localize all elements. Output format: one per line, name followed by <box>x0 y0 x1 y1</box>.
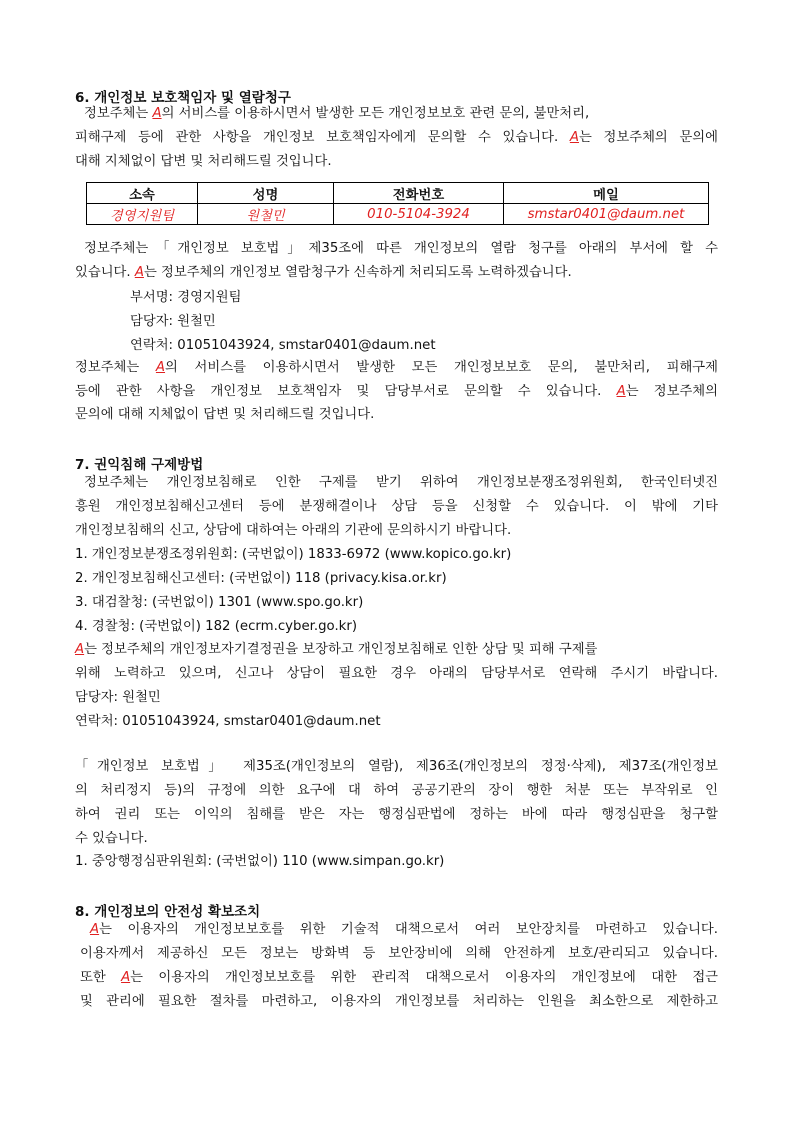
s6-paragraph-2-line-2: 있습니다. A는 정보주체의 개인정보 열람청구가 신속하게 처리되도록 노력하겠습니다. <box>75 265 572 280</box>
s6-paragraph-1-line-3: 대해 지체없이 답변 및 처리해드릴 것입니다. <box>75 154 332 169</box>
s8-line-4: 및 관리에 필요한 절차를 마련하고, 이용자의 개인정보를 처리하는 인원을 최소한으로 제한하고 <box>80 994 718 1009</box>
agency-list-item: 3. 대검찰청: (국번없이) 1301 (www.spo.go.kr) <box>75 595 364 610</box>
s6-paragraph-3-line-1: 정보주체는 A의 서비스를 이용하시면서 발생한 모든 개인정보보호 문의, 불만처리, 피해구제 <box>75 360 718 375</box>
s7-paragraph-3-line-4: 수 있습니다. <box>75 831 148 846</box>
section-8-heading: 8. 개인정보의 안전성 확보조치 <box>75 904 261 920</box>
section-6-heading: 6. 개인정보 보호책임자 및 열람청구 <box>75 90 291 106</box>
s7-paragraph-1-line-2: 흥원 개인정보침해신고센터 등에 분쟁해결이나 상담 등을 신청할 수 있습니다. 이 밖에 기타 <box>75 499 718 514</box>
appeal-list-item: 1. 중앙행정심판위원회: (국번없이) 110 (www.simpan.go.kr) <box>75 854 445 869</box>
s8-line-1: A는 이용자의 개인정보보호를 위한 기술적 대책으로서 여러 보안장치를 마련하고 있습니다. <box>90 922 718 937</box>
table-header: 소속 <box>87 183 198 204</box>
table-header: 성명 <box>198 183 334 204</box>
company-mark: A <box>569 130 579 145</box>
table-cell: 원철민 <box>198 204 334 225</box>
table-cell: 경영지원팀 <box>87 204 198 225</box>
s6-paragraph-1-line-2: 피해구제 등에 관한 사항을 개인정보 보호책임자에게 문의할 수 있습니다. A는 정보주체의 문의에 <box>75 130 718 145</box>
department-name: 부서명: 경영지원팀 <box>130 290 242 305</box>
manager-name: 담당자: 원철민 <box>130 314 216 329</box>
agency-list-item: 4. 경찰청: (국번없이) 182 (ecrm.cyber.go.kr) <box>75 619 358 634</box>
table-header: 전화번호 <box>334 183 504 204</box>
company-mark: A <box>616 384 626 399</box>
s7-paragraph-1-line-1: 정보주체는 개인정보침해로 인한 구제를 받기 위하여 개인정보분쟁조정위원회, 한국인터넷진 <box>84 475 718 490</box>
contact-info: 연락처: 01051043924, smstar0401@daum.net <box>130 338 436 353</box>
s6-paragraph-3-line-2: 등에 관한 사항을 개인정보 보호책임자 및 담당부서로 문의할 수 있습니다. A는 정보주체의 <box>75 384 718 399</box>
agency-list-item: 1. 개인정보분쟁조정위원회: (국번없이) 1833-6972 (www.kopico.go.kr) <box>75 547 512 562</box>
s6-paragraph-2-line-1: 정보주체는「개인정보 보호법」제35조에 따른 개인정보의 열람 청구를 아래의 부서에 할 수 <box>84 241 718 256</box>
s8-line-2: 이용자께서 제공하신 모든 정보는 방화벽 등 보안장비에 의해 안전하게 보호/관리되고 있습니다. <box>80 946 718 961</box>
contact-info: 연락처: 01051043924, smstar0401@daum.net <box>75 714 381 729</box>
s7-paragraph-1-line-3: 개인정보침해의 신고, 상담에 대하여는 아래의 기관에 문의하시기 바랍니다. <box>75 523 512 538</box>
privacy-officer-table <box>86 182 709 225</box>
table-cell: 010-5104-3924 <box>334 204 504 225</box>
table-cell: smstar0401@daum.net <box>504 204 709 225</box>
s7-paragraph-3-line-3: 하여 권리 또는 이익의 침해를 받은 자는 행정심판법에 정하는 바에 따라 행정심판을 청구할 <box>75 807 718 822</box>
company-mark: A <box>134 265 144 280</box>
s7-paragraph-3-line-2: 의 처리정지 등)의 규정에 의한 요구에 대 하여 공공기관의 장이 행한 처분 또는 부작위로 인 <box>75 783 718 798</box>
table-header-row <box>87 183 709 204</box>
s7-paragraph-3-line-1: 「개인정보 보호법」 제35조(개인정보의 열람), 제36조(개인정보의 정정·삭제), 제37조(개인정보 <box>75 759 718 774</box>
agency-list-item: 2. 개인정보침해신고센터: (국번없이) 118 (privacy.kisa.or.kr) <box>75 571 447 586</box>
company-mark: A <box>90 922 100 937</box>
company-mark: A <box>155 360 166 375</box>
company-mark: A <box>121 970 131 985</box>
manager-name: 담당자: 원철민 <box>75 690 161 705</box>
company-mark: A <box>152 106 162 121</box>
s7-paragraph-2-line-2: 위해 노력하고 있으며, 신고나 상담이 필요한 경우 아래의 담당부서로 연락해 주시기 바랍니다. <box>75 666 718 681</box>
s7-paragraph-2-line-1: A는 정보주체의 개인정보자기결정권을 보장하고 개인정보침해로 인한 상담 및 피해 구제를 <box>75 642 598 657</box>
table-row <box>87 204 709 225</box>
s6-paragraph-1-line-1: 정보주체는 A의 서비스를 이용하시면서 발생한 모든 개인정보보호 관련 문의, 불만처리, <box>84 106 590 121</box>
s8-line-3: 또한 A는 이용자의 개인정보보호를 위한 관리적 대책으로서 이용자의 개인정보에 대한 접근 <box>80 970 719 985</box>
company-mark: A <box>75 642 85 657</box>
s6-paragraph-3-line-3: 문의에 대해 지체없이 답변 및 처리해드릴 것입니다. <box>75 407 375 422</box>
table-header: 메일 <box>504 183 709 204</box>
section-7-heading: 7. 권익침해 구제방법 <box>75 457 204 473</box>
